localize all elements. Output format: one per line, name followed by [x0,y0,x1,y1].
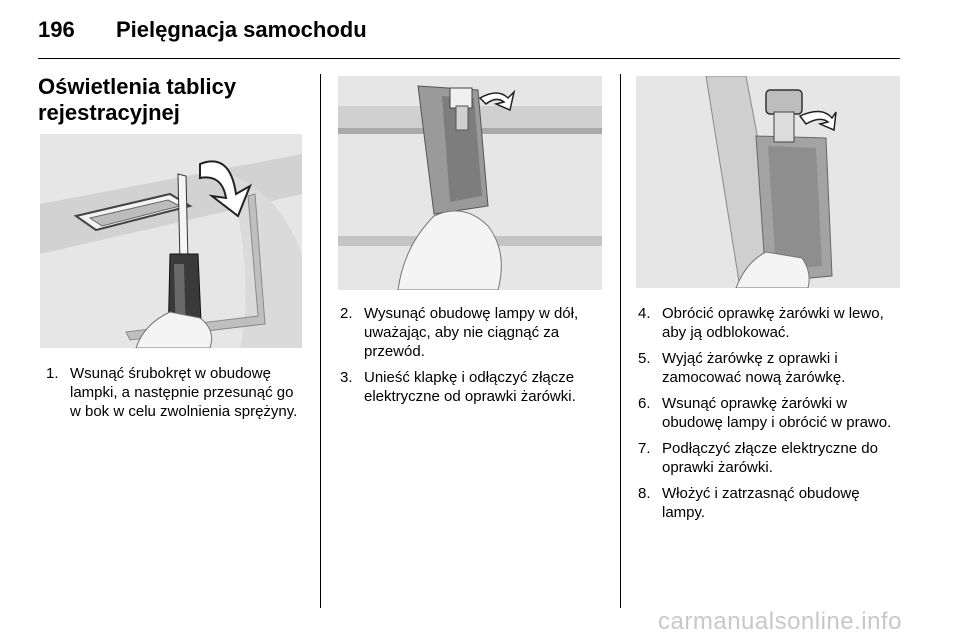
section-title-line1: Oświetlenia tablicy [38,74,237,99]
step-text: Włożyć i zatrzasnąć obudowę lampy. [662,485,860,521]
step-number: 3. [340,369,353,386]
illustration-lamp-housing [338,76,602,290]
step-number: 4. [638,305,651,322]
list-item [340,304,604,361]
list-item [46,364,308,421]
list-item [638,439,904,477]
step-number: 8. [638,485,651,502]
step-text: Unieść klapkę i odłączyć złącze elektryczne od oprawki żarówki. [364,369,576,405]
step-number: 5. [638,350,651,367]
step-number: 2. [340,305,353,322]
step-text: Wsunąć oprawkę żarówki w obudowę lampy i obrócić w prawo. [662,395,892,431]
steps-list-1 [46,364,308,428]
steps-list-2 [340,304,604,413]
step-text: Wyjąć żarówkę z oprawki i zamocować nową żarówkę. [662,350,846,386]
list-item [340,368,604,406]
figure-lamp-housing [338,76,602,290]
figure-screwdriver-lamp [40,134,302,348]
figure-bulb-holder [636,76,900,288]
list-item [638,484,904,522]
header-divider [38,58,900,59]
step-text: Wysunąć obudowę lampy w dół, uważając, aby nie ciągnąć za przewód. [364,305,579,360]
section-title-line2: rejestracyjnej [38,100,180,125]
illustration-screwdriver [40,134,302,348]
list-item [638,394,904,432]
page-header [38,14,367,46]
column-divider-1 [320,74,321,608]
step-text: Obrócić oprawkę żarówki w lewo, aby ją odblokować. [662,305,884,341]
steps-list-3 [638,304,904,529]
illustration-bulb-holder [636,76,900,288]
page-number: 196 [38,17,75,42]
list-item [638,349,904,387]
chapter-title: Pielęgnacja samochodu [116,17,367,42]
step-number: 1. [46,365,59,382]
watermark: carmanualsonline.info [658,608,902,635]
column-divider-2 [620,74,621,608]
step-text: Wsunąć śrubokręt w obudowę lampki, a następnie przesunąć go w bok w celu zwolnienia sprężyny. [70,365,298,420]
section-title [38,74,308,126]
list-item [638,304,904,342]
step-number: 6. [638,395,651,412]
step-number: 7. [638,440,651,457]
step-text: Podłączyć złącze elektryczne do oprawki żarówki. [662,440,878,476]
